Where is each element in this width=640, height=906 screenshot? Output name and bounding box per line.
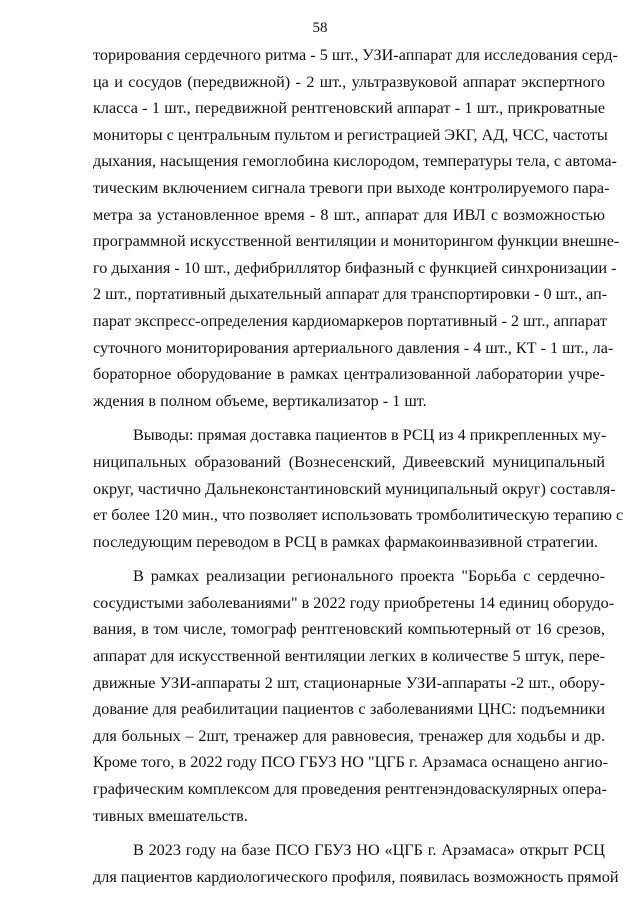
text-line: Кроме того, в 2022 году ПСО ГБУЗ НО "ЦГБ г. Арзамаса оснащено ангио- (93, 753, 609, 772)
text-line: В рамках реализации регионального проекта "Борьба с сердечно- (133, 567, 605, 586)
document-body (93, 42, 624, 890)
text-line: суточного мониторирования артериального давления - 4 шт., КТ - 1 шт., ла- (93, 338, 614, 357)
text-line: ниципальных образований (Вознесенский, Дивеевский муниципальный (93, 452, 605, 471)
text-line: вания, в том числе, томограф рентгеновский компьютерный от 16 срезов, (93, 620, 605, 639)
text-line: ждения в полном объеме, вертикализатор - 1 шт. (93, 391, 427, 410)
paragraph (93, 829, 619, 890)
text-line: 2 шт., портативный дыхательный аппарат для транспортировки - 0 шт., ап- (93, 285, 608, 304)
page-number: 58 (312, 20, 328, 36)
text-line: бораторное оборудование в рамках централизованной лаборатории учре- (93, 365, 605, 384)
text-line: ца и сосудов (передвижной) - 2 шт., ультразвуковой аппарат экспертного (93, 72, 605, 91)
text-line: программной искусственной вентиляции и мониторингом функции внешне- (93, 232, 620, 251)
text-line: Выводы: прямая доставка пациентов в РСЦ из 4 прикрепленных му- (133, 426, 607, 445)
paragraph-gap (93, 829, 605, 837)
text-line: дыхания, насыщения гемоглобина кислородом, температуры тела, с автома- (93, 152, 617, 171)
text-line: тивных вмешательств. (93, 806, 248, 825)
paragraph-gap (93, 555, 605, 563)
text-line: движные УЗИ-аппараты 2 шт, стационарные УЗИ-аппараты -2 шт., обору- (93, 673, 605, 692)
paragraph-gap (93, 414, 605, 422)
text-line: для пациентов кардиологического профиля, появилась возможность прямой (93, 867, 619, 886)
text-line: мониторы с центральным пультом и регистрацией ЭКГ, АД, ЧСС, частоты (93, 125, 608, 144)
text-line: аппарат для искусственной вентиляции легких в количестве 5 штук, пере- (93, 647, 605, 666)
text-line: парат экспресс-определения кардиомаркеров портативный - 2 шт., аппарат (93, 311, 607, 330)
paragraph (93, 414, 624, 555)
text-line: метра за установленное время - 8 шт., аппарат для ИВЛ с возможностью (93, 205, 605, 224)
text-line: сосудистыми заболеваниями" в 2022 году приобретены 14 единиц оборудо- (93, 593, 615, 612)
text-line: В 2023 году на базе ПСО ГБУЗ НО «ЦГБ г. Арзамаса» открыт РСЦ (133, 841, 605, 860)
text-line: го дыхания - 10 шт., дефибриллятор бифазный с функцией синхронизации - (93, 258, 617, 277)
text-line: для больных – 2шт, тренажер для равновесия, тренажер для ходьбы и др. (93, 726, 605, 745)
text-line: тическим включением сигнала тревоги при выходе контролируемого пара- (93, 178, 610, 197)
text-line: торирования сердечного ритма - 5 шт., УЗИ-аппарат для исследования серд- (93, 46, 618, 64)
text-line: последующим переводом в РСЦ в рамках фармакоинвазивной стратегии. (93, 532, 599, 551)
text-line: класса - 1 шт., передвижной рентгеновский аппарат - 1 шт., прикроватные (93, 99, 605, 118)
text-line: дование для реабилитации пациентов с заболеваниями ЦНС: подъемники (93, 700, 605, 719)
paragraph (93, 42, 620, 414)
text-line: округ, частично Дальнеконстантиновский муниципальный округ) составля- (93, 479, 616, 498)
text-line: графическим комплексом для проведения рентгенэндоваскулярных опера- (93, 780, 607, 799)
text-line: ет более 120 мин., что позволяет использовать тромболитическую терапию с (93, 506, 624, 525)
paragraph (93, 555, 615, 829)
